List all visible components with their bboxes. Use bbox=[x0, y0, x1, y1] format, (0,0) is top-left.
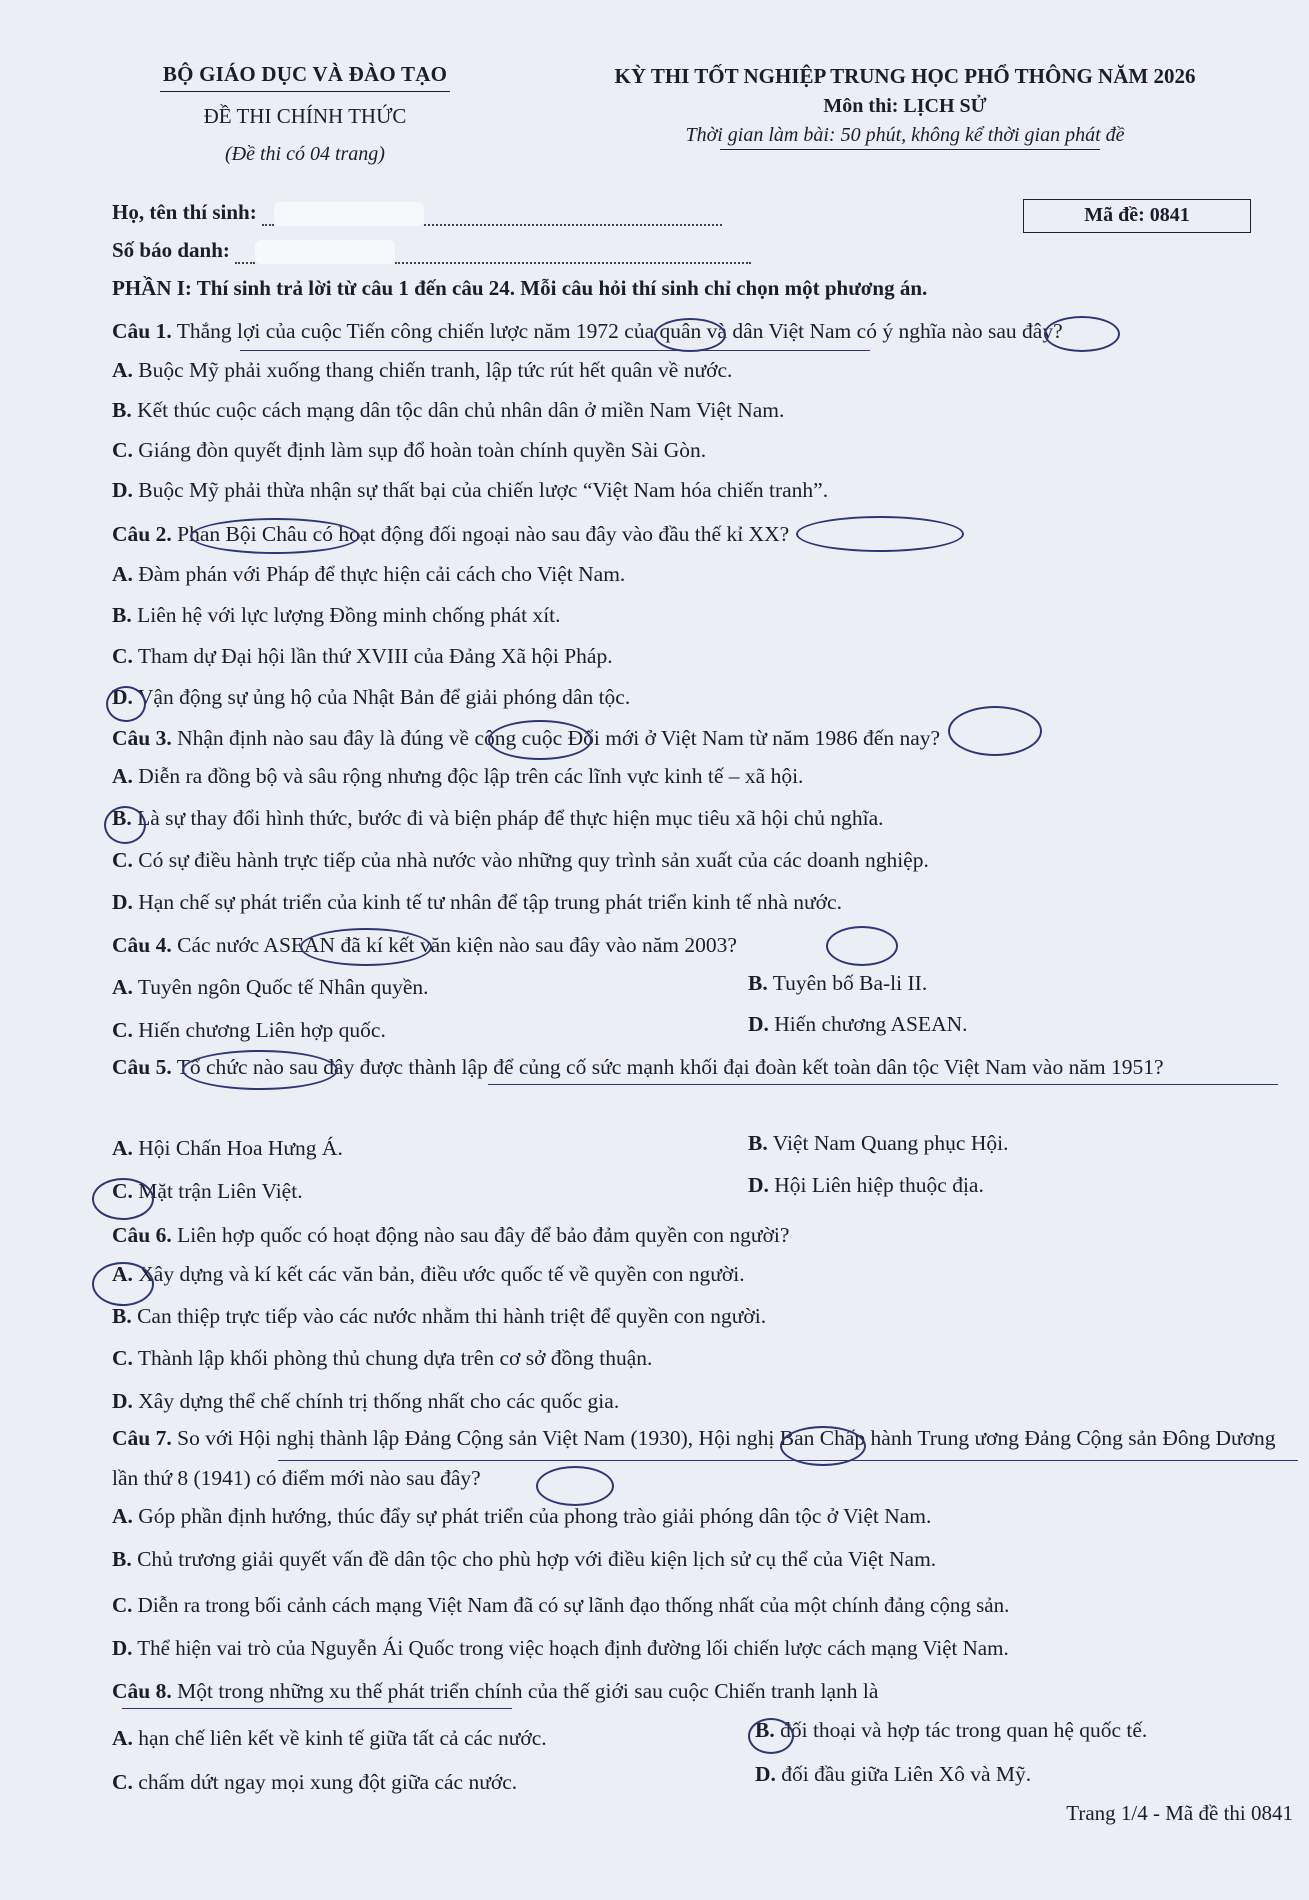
q6-option-a[interactable]: A. Xây dựng và kí kết các văn bản, điều ước quốc tế về quyền con người. bbox=[112, 1262, 745, 1286]
candidate-id-row bbox=[112, 238, 751, 264]
pen-underline-q8 bbox=[122, 1708, 512, 1709]
q8-option-a[interactable]: A. hạn chế liên kết về kinh tế giữa tất cả các nước. bbox=[112, 1726, 547, 1750]
pen-circle-phan-boi-chau bbox=[190, 518, 360, 554]
pen-circle-2003 bbox=[826, 926, 898, 966]
q2-option-c[interactable]: C. Tham dự Đại hội lần thứ XVIII của Đảng Xã hội Pháp. bbox=[112, 644, 613, 668]
question-7: Câu 7. So với Hội nghị thành lập Đảng Cộng sản Việt Nam (1930), Hội nghị Ban Chấp hành Trung ương Đảng Cộng sản Đông Dương lần thứ 8 (1941) có điểm mới nào sau đây? bbox=[112, 1426, 1276, 1490]
q1-option-a[interactable]: A. Buộc Mỹ phải xuống thang chiến tranh, lập tức rút hết quân về nước. bbox=[112, 358, 733, 382]
q7-option-d[interactable]: D. Thể hiện vai trò của Nguyễn Ái Quốc trong việc hoạch định đường lối chiến lược cách mạng Việt Nam. bbox=[112, 1636, 1009, 1660]
q3-option-c[interactable]: C. Có sự điều hành trực tiếp của nhà nước vào những quy trình sản xuất của các doanh nghiệp. bbox=[112, 848, 929, 872]
q4-option-a[interactable]: A. Tuyên ngôn Quốc tế Nhân quyền. bbox=[112, 975, 429, 999]
pen-underline-q5 bbox=[488, 1084, 1278, 1085]
candidate-id-label: Số báo danh: bbox=[112, 238, 230, 262]
pen-underline-q7 bbox=[278, 1460, 1298, 1461]
pen-circle-q2-answer bbox=[106, 686, 146, 722]
q5-option-c[interactable]: C. Mặt trận Liên Việt. bbox=[112, 1179, 303, 1203]
pen-circle-y-nghia bbox=[1044, 316, 1120, 352]
name-dotted-line bbox=[424, 224, 722, 226]
q3-option-d[interactable]: D. Hạn chế sự phát triển của kinh tế tư nhân để tập trung phát triển kinh tế nhà nước. bbox=[112, 890, 842, 914]
time-underline bbox=[720, 149, 1100, 150]
pen-circle-q5-answer bbox=[92, 1178, 154, 1220]
pen-circle-q3-answer bbox=[104, 806, 146, 844]
exam-code-box: Mã đề: 0841 bbox=[1023, 199, 1251, 233]
pen-circle-to-chuc bbox=[182, 1050, 338, 1090]
pen-circle-asean bbox=[300, 928, 432, 966]
pen-circle-dau-the-ki bbox=[796, 516, 964, 552]
q1-option-d[interactable]: D. Buộc Mỹ phải thừa nhận sự thất bại của chiến lược “Việt Nam hóa chiến tranh”. bbox=[112, 478, 829, 502]
pen-circle-1972 bbox=[654, 318, 726, 352]
q6-option-b[interactable]: B. Can thiệp trực tiếp vào các nước nhằm thi hành triệt để quyền con người. bbox=[112, 1304, 767, 1328]
candidate-name-row bbox=[112, 200, 722, 226]
part-1-heading: PHẦN I: Thí sinh trả lời từ câu 1 đến câu 24. Mỗi câu hỏi thí sinh chỉ chọn một phương án. bbox=[112, 276, 928, 300]
ministry-underline bbox=[160, 91, 450, 92]
q7-option-a[interactable]: A. Góp phần định hướng, thúc đẩy sự phát triển của phong trào giải phóng dân tộc ở Việt Nam. bbox=[112, 1504, 932, 1528]
pen-circle-dung bbox=[488, 720, 592, 760]
pen-circle-q6-answer bbox=[92, 1262, 154, 1306]
q7-option-b[interactable]: B. Chủ trương giải quyết vấn đề dân tộc cho phù hợp với điều kiện lịch sử cụ thể của Việt Nam. bbox=[112, 1547, 937, 1571]
redacted-name bbox=[274, 202, 424, 226]
q2-option-a[interactable]: A. Đàm phán với Pháp để thực hiện cải cách cho Việt Nam. bbox=[112, 562, 626, 586]
question-3: Câu 3. Nhận định nào sau đây là đúng về công cuộc Đổi mới ở Việt Nam từ năm 1986 đến nay? bbox=[112, 726, 941, 750]
q8-option-c[interactable]: C. chấm dứt ngay mọi xung đột giữa các nước. bbox=[112, 1770, 518, 1794]
q8-option-b[interactable]: B. đối thoại và hợp tác trong quan hệ quốc tế. bbox=[755, 1718, 1148, 1742]
q5-option-b[interactable]: B. Việt Nam Quang phục Hội. bbox=[748, 1131, 1009, 1155]
q6-option-c[interactable]: C. Thành lập khối phòng thủ chung dựa trên cơ sở đồng thuận. bbox=[112, 1346, 653, 1370]
q1-option-c[interactable]: C. Giáng đòn quyết định làm sụp đổ hoàn toàn chính quyền Sài Gòn. bbox=[112, 438, 707, 462]
question-8: Câu 8. Một trong những xu thế phát triển chính của thế giới sau cuộc Chiến tranh lạnh là bbox=[112, 1679, 879, 1703]
q4-option-d[interactable]: D. Hiến chương ASEAN. bbox=[748, 1012, 968, 1036]
q8-option-d[interactable]: D. đối đầu giữa Liên Xô và Mỹ. bbox=[755, 1762, 1032, 1786]
subject-label: Môn thi: LỊCH SỬ bbox=[823, 95, 987, 117]
q6-option-d[interactable]: D. Xây dựng thể chế chính trị thống nhất cho các quốc gia. bbox=[112, 1389, 620, 1413]
time-label: Thời gian làm bài: 50 phút, không kể thời gian phát đề bbox=[685, 124, 1125, 146]
pen-circle-1986 bbox=[948, 706, 1042, 756]
question-5: Câu 5. Tổ chức nào sau đây được thành lập để củng cố sức mạnh khối đại đoàn kết toàn dân tộc Việt Nam vào năm 1951? bbox=[112, 1055, 1164, 1079]
question-6: Câu 6. Liên hợp quốc có hoạt động nào sau đây để bảo đảm quyền con người? bbox=[112, 1223, 790, 1247]
q2-option-d[interactable]: D. Vận động sự ủng hộ của Nhật Bản để giải phóng dân tộc. bbox=[112, 685, 631, 709]
q1-option-b[interactable]: B. Kết thúc cuộc cách mạng dân tộc dân chủ nhân dân ở miền Nam Việt Nam. bbox=[112, 398, 785, 422]
header-right bbox=[545, 64, 1265, 150]
question-2: Câu 2. Phan Bội Châu có hoạt động đối ngoại nào sau đây vào đầu thế kỉ XX? bbox=[112, 522, 790, 546]
q5-option-a[interactable]: A. Hội Chấn Hoa Hưng Á. bbox=[112, 1136, 343, 1160]
pen-circle-q8-answer bbox=[748, 1718, 794, 1754]
official-label: ĐỀ THI CHÍNH THỨC bbox=[203, 104, 407, 128]
page-footer: Trang 1/4 - Mã đề thi 0841 bbox=[1066, 1801, 1293, 1825]
candidate-name-label: Họ, tên thí sinh: bbox=[112, 200, 257, 224]
question-4: Câu 4. Các nước ASEAN đã kí kết văn kiện nào sau đây vào năm 2003? bbox=[112, 933, 737, 957]
page-count: (Đề thi có 04 trang) bbox=[225, 143, 385, 165]
pen-underline-q1 bbox=[240, 350, 870, 351]
redacted-id bbox=[255, 240, 395, 264]
q3-option-a[interactable]: A. Diễn ra đồng bộ và sâu rộng nhưng độc lập trên các lĩnh vực kinh tế – xã hội. bbox=[112, 764, 804, 788]
q2-option-b[interactable]: B. Liên hệ với lực lượng Đồng minh chống phát xít. bbox=[112, 603, 561, 627]
q4-option-c[interactable]: C. Hiến chương Liên hợp quốc. bbox=[112, 1018, 386, 1042]
q4-option-b[interactable]: B. Tuyên bố Ba-li II. bbox=[748, 971, 928, 995]
id-dotted-line bbox=[395, 262, 751, 264]
exam-title: KỲ THI TỐT NGHIỆP TRUNG HỌC PHỔ THÔNG NĂM 2026 bbox=[614, 64, 1196, 88]
ministry-name: BỘ GIÁO DỤC VÀ ĐÀO TẠO bbox=[162, 62, 448, 86]
header-left bbox=[130, 62, 480, 166]
pen-circle-1941 bbox=[536, 1466, 614, 1506]
q5-option-d[interactable]: D. Hội Liên hiệp thuộc địa. bbox=[748, 1173, 984, 1197]
q7-option-c[interactable]: C. Diễn ra trong bối cảnh cách mạng Việt Nam đã có sự lãnh đạo thống nhất của một chính đảng cộng sản. bbox=[112, 1593, 1010, 1617]
q3-option-b[interactable]: B. Là sự thay đổi hình thức, bước đi và biện pháp để thực hiện mục tiêu xã hội chủ nghĩa. bbox=[112, 806, 884, 830]
question-1: Câu 1. Thắng lợi của cuộc Tiến công chiến lược năm 1972 của quân và dân Việt Nam có ý nghĩa nào sau đây? bbox=[112, 319, 1063, 343]
